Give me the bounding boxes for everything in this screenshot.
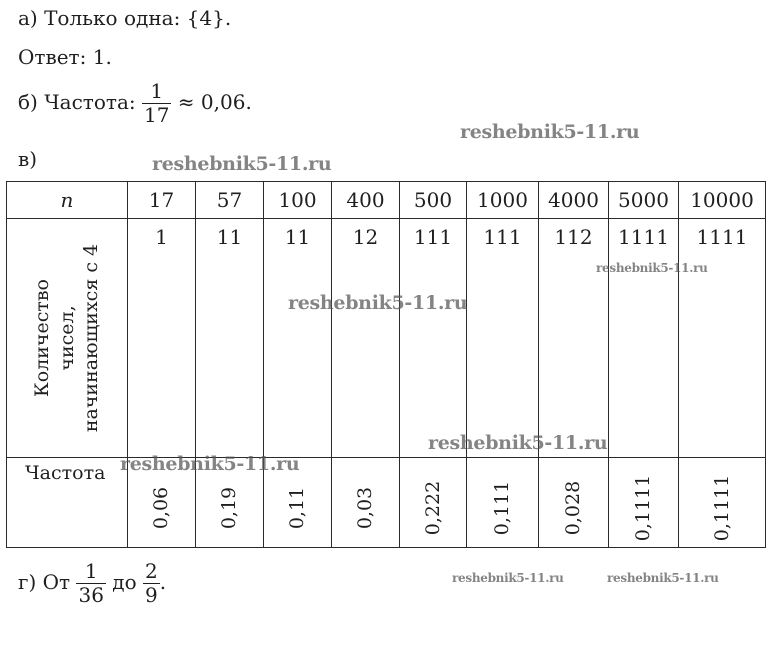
frequency-cell bbox=[679, 458, 766, 548]
frequency-value: 0,222 bbox=[422, 480, 444, 535]
header-row bbox=[7, 182, 766, 219]
watermark: reshebnik5-11.ru bbox=[460, 121, 640, 143]
n-value-cell: 5000 bbox=[609, 182, 679, 219]
count-cell: 111 bbox=[400, 219, 467, 458]
n-header-cell bbox=[7, 182, 128, 219]
frequency-label: Частота bbox=[25, 462, 106, 484]
frequency-cell bbox=[467, 458, 539, 548]
frequency-value: 0,06 bbox=[150, 486, 173, 529]
item-g-prefix: г) От bbox=[18, 570, 71, 594]
frequency-table bbox=[6, 181, 766, 548]
count-cell: 1111 bbox=[679, 219, 766, 458]
item-b-denominator: 17 bbox=[143, 103, 170, 127]
watermark: reshebnik5-11.ru bbox=[607, 571, 719, 585]
frequency-value: 0,19 bbox=[218, 486, 241, 529]
count-cell: 1111 bbox=[609, 219, 679, 458]
item-b-suffix: ≈ 0,06. bbox=[177, 90, 252, 114]
frequency-value: 0,11 bbox=[286, 486, 309, 529]
item-g-fraction-1 bbox=[76, 560, 105, 607]
count-label-line: чисел, bbox=[55, 305, 78, 371]
watermark: reshebnik5-11.ru bbox=[428, 432, 608, 454]
answer-text: Ответ: 1. bbox=[18, 45, 112, 69]
n-value-cell: 400 bbox=[332, 182, 400, 219]
n-value-cell: 1000 bbox=[467, 182, 539, 219]
count-cell: 11 bbox=[196, 219, 264, 458]
n-value-cell: 17 bbox=[128, 182, 196, 219]
frequency-cell bbox=[539, 458, 609, 548]
n-label: n bbox=[60, 188, 74, 212]
n-value-cell: 10000 bbox=[679, 182, 766, 219]
item-g-denominator-2: 9 bbox=[145, 583, 158, 607]
frequency-value: 0,111 bbox=[491, 480, 514, 535]
item-g-fraction-2 bbox=[143, 560, 160, 607]
watermark: reshebnik5-11.ru bbox=[152, 153, 332, 175]
item-b-prefix: б) Частота: bbox=[18, 90, 136, 114]
item-b bbox=[18, 80, 252, 127]
item-v: в) bbox=[18, 147, 38, 171]
item-b-numerator: 1 bbox=[150, 79, 164, 103]
count-cell: 11 bbox=[264, 219, 332, 458]
item-b-fraction bbox=[142, 80, 171, 127]
watermark: reshebnik5-11.ru bbox=[288, 292, 468, 314]
n-value-cell: 4000 bbox=[539, 182, 609, 219]
item-g-numerator-2: 2 bbox=[145, 559, 158, 583]
count-cell: 112 bbox=[539, 219, 609, 458]
frequency-cell bbox=[400, 458, 467, 548]
item-a: а) Только одна: {4}. bbox=[18, 6, 232, 30]
n-value-cell: 100 bbox=[264, 182, 332, 219]
count-label-line: начинающихся с 4 bbox=[80, 243, 103, 433]
watermark: reshebnik5-11.ru bbox=[596, 261, 708, 275]
item-g bbox=[18, 560, 166, 607]
item-g-numerator-1: 1 bbox=[84, 559, 98, 583]
frequency-value: 0,028 bbox=[562, 480, 585, 535]
frequency-cell bbox=[332, 458, 400, 548]
count-cell: 111 bbox=[467, 219, 539, 458]
count-cell: 12 bbox=[332, 219, 400, 458]
n-value-cell: 500 bbox=[400, 182, 467, 219]
n-value-cell: 57 bbox=[196, 182, 264, 219]
item-g-middle: до bbox=[112, 570, 137, 594]
frequency-value: 0,03 bbox=[354, 486, 377, 529]
watermark: reshebnik5-11.ru bbox=[452, 571, 564, 585]
count-cell: 1 bbox=[128, 219, 196, 458]
count-label-cell bbox=[7, 219, 128, 458]
frequency-cell bbox=[609, 458, 679, 548]
frequency-value: 0,1111 bbox=[710, 474, 733, 541]
frequency-label-cell bbox=[7, 458, 128, 548]
count-row bbox=[7, 219, 766, 458]
count-label bbox=[30, 244, 104, 432]
count-label-line: Количество bbox=[30, 279, 53, 397]
frequency-value: 0,1111 bbox=[632, 474, 655, 541]
watermark: reshebnik5-11.ru bbox=[120, 453, 300, 475]
item-g-suffix: . bbox=[159, 570, 167, 594]
item-g-denominator-1: 36 bbox=[78, 583, 104, 607]
